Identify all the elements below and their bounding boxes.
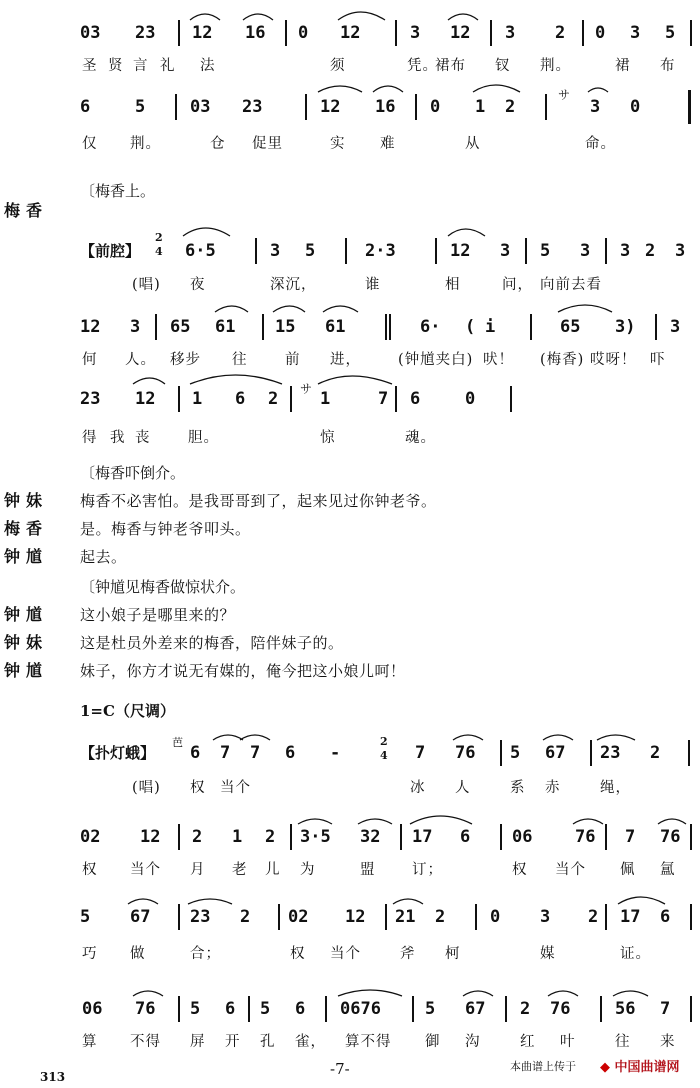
note: 6 — [80, 97, 91, 117]
lyric-syllable: 权 — [512, 862, 528, 878]
note: 12 — [192, 23, 213, 43]
note: 3 — [620, 241, 631, 261]
note: 17 — [620, 907, 641, 927]
logo-icon: ◆ — [600, 1060, 610, 1075]
note: 6 — [460, 827, 471, 847]
lyric-syllable: 哎呀！ — [590, 352, 637, 368]
lyric-syllable: 算 — [82, 1034, 98, 1050]
note: 3 — [500, 241, 511, 261]
lyric-syllable: 媒 — [540, 946, 556, 962]
note: 16 — [375, 97, 396, 117]
lyric-syllable: 证。 — [620, 946, 651, 962]
note: 0 — [595, 23, 606, 43]
lyric-syllable: 权 — [82, 862, 98, 878]
note: 15 — [275, 317, 296, 337]
lyric-syllable: 当个 — [220, 780, 251, 796]
note: 32 — [360, 827, 381, 847]
lyric-syllable: 当个 — [130, 862, 161, 878]
note: 0 — [490, 907, 501, 927]
note: 6·5 — [185, 241, 216, 261]
note: 5 — [135, 97, 146, 117]
note: 0 — [630, 97, 641, 117]
note: 0 — [430, 97, 441, 117]
lyric-syllable: 布 — [660, 58, 676, 74]
note: 76 — [660, 827, 681, 847]
lyric-syllable: 柯 — [445, 946, 461, 962]
note: 6 — [190, 743, 201, 763]
lyric-syllable: 吠！ — [483, 352, 514, 368]
note: 3 — [130, 317, 141, 337]
lyric-syllable: 何 — [82, 352, 98, 368]
time-signature-2-top: 2 — [380, 735, 388, 748]
note: 1 — [192, 389, 203, 409]
note: 12 — [450, 23, 471, 43]
note: 17 — [412, 827, 433, 847]
note: 3 — [580, 241, 591, 261]
lyric-syllable: 屏 — [190, 1034, 206, 1050]
corner-number: 313 — [40, 1070, 66, 1084]
free-meter-mark-1: サ — [558, 88, 571, 102]
lyric-syllable: 佩 — [620, 862, 636, 878]
note: 12 — [140, 827, 161, 847]
lyric-syllable: 做 — [130, 946, 146, 962]
dialog-text: 起去。 — [80, 548, 127, 566]
lyric-syllable: 从 — [465, 136, 481, 152]
lyric-syllable: 系 — [510, 780, 526, 796]
lyric-syllable: 深沉， — [270, 277, 317, 293]
lyric-syllable: 巧 — [82, 946, 98, 962]
note: 5 — [510, 743, 521, 763]
speaker-name: 钟馗 — [4, 547, 49, 566]
note: 6 — [235, 389, 246, 409]
speaker-name: 钟馗 — [4, 605, 49, 624]
lyric-syllable: 算不得 — [345, 1034, 392, 1050]
note: 7 — [250, 743, 261, 763]
lyric-syllable: 往 — [232, 352, 248, 368]
lyric-syllable: 为 — [300, 862, 316, 878]
note: 12 — [340, 23, 361, 43]
lyric-syllable: 订； — [412, 862, 443, 878]
note: 3 — [630, 23, 641, 43]
lyric-syllable: 沟 — [465, 1034, 481, 1050]
lyric-syllable: 红 — [520, 1034, 536, 1050]
note: 03 — [80, 23, 101, 43]
note: 65 — [170, 317, 191, 337]
note: 2 — [435, 907, 446, 927]
lyric-syllable: 赤 — [545, 780, 561, 796]
note: 7 — [220, 743, 231, 763]
lyric-syllable: 不得 — [130, 1034, 161, 1050]
lyric-syllable: 得 — [82, 430, 98, 446]
lyric-syllable: 钗 — [495, 58, 511, 74]
lyric-syllable: 移步 — [170, 352, 201, 368]
page-number: -7- — [330, 1060, 350, 1078]
lyric-syllable: 斧 — [400, 946, 416, 962]
lyric-syllable: 当个 — [330, 946, 361, 962]
lyric-syllable: 荆。 — [130, 136, 161, 152]
lyric-syllable: 须 — [330, 58, 346, 74]
note: 67 — [465, 999, 486, 1019]
note: 5 — [665, 23, 676, 43]
note: 2 — [650, 743, 661, 763]
note: 2 — [192, 827, 203, 847]
note: 5 — [540, 241, 551, 261]
note: 3 — [410, 23, 421, 43]
note: ( — [465, 317, 476, 337]
lyric-syllable: 氲 — [660, 862, 676, 878]
lyric-syllable: 盟 — [360, 862, 376, 878]
speaker-meixiang: 梅香 — [4, 201, 49, 220]
note: 7 — [660, 999, 671, 1019]
note: 65 — [560, 317, 581, 337]
lyric-syllable: 谁 — [365, 277, 381, 293]
note: 5 — [305, 241, 316, 261]
lyric-syllable: 法 — [200, 58, 216, 74]
lyric-syllable: (钟馗夹白) — [398, 352, 474, 368]
lyric-syllable: 绳， — [600, 780, 631, 796]
dialog-text: 是。梅香与钟老爷叩头。 — [80, 520, 251, 538]
upload-note: 本曲谱上传于 — [510, 1060, 576, 1073]
note: 12 — [450, 241, 471, 261]
free-meter-mark-2: サ — [300, 382, 313, 396]
lyric-syllable: (唱) — [132, 277, 161, 293]
lyric-syllable: 贤 — [108, 58, 124, 74]
note: 2·3 — [365, 241, 396, 261]
lyric-syllable: 孔 — [260, 1034, 276, 1050]
note: 76 — [550, 999, 571, 1019]
note: 1 — [232, 827, 243, 847]
note: 03 — [190, 97, 211, 117]
note: 2 — [240, 907, 251, 927]
lyric-syllable: 仅 — [82, 136, 98, 152]
lyric-syllable: 难 — [380, 136, 396, 152]
note: 1 — [320, 389, 331, 409]
note: 2 — [555, 23, 566, 43]
note: 2 — [268, 389, 279, 409]
speaker-name: 梅香 — [4, 519, 49, 538]
note: 5 — [425, 999, 436, 1019]
note: 1 — [475, 97, 486, 117]
lyric-syllable: 合； — [190, 946, 221, 962]
lyric-syllable: 礼 — [160, 58, 176, 74]
note: 7 — [378, 389, 389, 409]
note: 23 — [242, 97, 263, 117]
speaker-name: 钟妹 — [4, 633, 49, 652]
note: 3 — [590, 97, 601, 117]
lyric-syllable: 老 — [232, 862, 248, 878]
dialog-text: 这是杜员外差来的梅香，陪伴妹子的。 — [80, 634, 344, 652]
ornament-mark: 芭 — [172, 736, 183, 749]
lyric-syllable: (唱) — [132, 780, 161, 796]
note: 3 — [670, 317, 681, 337]
note: 6 — [410, 389, 421, 409]
note: 23 — [135, 23, 156, 43]
lyric-syllable: 裙 — [615, 58, 631, 74]
lyric-syllable: 向前去看 — [540, 277, 602, 293]
lyric-syllable: 裙布 — [435, 58, 466, 74]
stage-direction-2: 〔梅香吓倒介。 — [80, 464, 186, 482]
note: 12 — [345, 907, 366, 927]
note: 0 — [298, 23, 309, 43]
lyric-syllable: 言 — [133, 58, 149, 74]
lyric-syllable: 夜 — [190, 277, 206, 293]
lyric-syllable: 仓 — [210, 136, 226, 152]
note: 7 — [625, 827, 636, 847]
lyric-syllable: 前 — [285, 352, 301, 368]
note: 2 — [588, 907, 599, 927]
dialog-text: 梅香不必害怕。是我哥哥到了，起来见过你钟老爷。 — [80, 492, 437, 510]
lyric-syllable: 权 — [190, 780, 206, 796]
note: 67 — [545, 743, 566, 763]
note: 76 — [455, 743, 476, 763]
note: 2 — [520, 999, 531, 1019]
note: 6 — [285, 743, 296, 763]
lyric-syllable: 惊 — [320, 430, 336, 446]
lyric-syllable: 当个 — [555, 862, 586, 878]
lyric-syllable: 胆。 — [188, 430, 219, 446]
speaker-name: 钟妹 — [4, 491, 49, 510]
time-signature-top: 2 — [155, 231, 163, 244]
lyric-syllable: 吓 — [650, 352, 666, 368]
lyric-syllable: 我 — [110, 430, 126, 446]
site-logo — [600, 1056, 680, 1075]
note: 06 — [82, 999, 103, 1019]
note: 7 — [415, 743, 426, 763]
note: 2 — [265, 827, 276, 847]
note: 02 — [288, 907, 309, 927]
note: 6 — [660, 907, 671, 927]
lyric-syllable: 御 — [425, 1034, 441, 1050]
note: 16 — [245, 23, 266, 43]
note: 3) — [615, 317, 636, 337]
note: 02 — [80, 827, 101, 847]
note: 3 — [540, 907, 551, 927]
lyric-syllable: 相 — [445, 277, 461, 293]
lyric-syllable: (梅香) — [540, 352, 585, 368]
note: 2 — [505, 97, 516, 117]
lyric-syllable: 凭。 — [407, 58, 438, 74]
note: 61 — [215, 317, 236, 337]
note: 23 — [80, 389, 101, 409]
stage-direction-1: 〔梅香上。 — [80, 182, 156, 200]
tune-label-qianqiang: 【前腔】 — [80, 242, 141, 260]
lyric-syllable: 实 — [330, 136, 346, 152]
lyric-syllable: 月 — [190, 862, 206, 878]
lyric-syllable: 荆。 — [540, 58, 571, 74]
speaker-name: 钟馗 — [4, 661, 49, 680]
note: 2 — [645, 241, 656, 261]
note: 0676 — [340, 999, 381, 1019]
stage-direction-3: 〔钟馗见梅香做惊状介。 — [80, 578, 246, 596]
dialog-text: 妹子，你方才说无有媒的，俺今把这小娘儿呵！ — [80, 662, 406, 680]
note: 23 — [600, 743, 621, 763]
lyric-syllable: 往 — [615, 1034, 631, 1050]
note: 6 — [295, 999, 306, 1019]
lyric-syllable: 儿 — [265, 862, 281, 878]
note: 3 — [270, 241, 281, 261]
lyric-syllable: 人。 — [125, 352, 156, 368]
lyric-syllable: 人 — [455, 780, 471, 796]
lyric-syllable: 丧 — [135, 430, 151, 446]
key-signature: 1=C（尺调） — [80, 702, 175, 720]
note: 3·5 — [300, 827, 331, 847]
note: - — [330, 743, 341, 763]
note: 5 — [260, 999, 271, 1019]
note: 21 — [395, 907, 416, 927]
note: 0 — [465, 389, 476, 409]
note: 67 — [130, 907, 151, 927]
time-signature-bottom: 4 — [155, 245, 163, 258]
note: 5 — [80, 907, 91, 927]
note: 23 — [190, 907, 211, 927]
note: 6 — [225, 999, 236, 1019]
lyric-syllable: 魂。 — [405, 430, 436, 446]
lyric-syllable: 权 — [290, 946, 306, 962]
note: 12 — [80, 317, 101, 337]
note: 76 — [135, 999, 156, 1019]
note: 76 — [575, 827, 596, 847]
lyric-syllable: 来 — [660, 1034, 676, 1050]
time-signature-2-bottom: 4 — [380, 749, 388, 762]
note: 12 — [135, 389, 156, 409]
note: 12 — [320, 97, 341, 117]
note: 56 — [615, 999, 636, 1019]
site-name: 中国曲谱网 — [614, 1060, 680, 1075]
note: 3 — [505, 23, 516, 43]
note: 06 — [512, 827, 533, 847]
lyric-syllable: 命。 — [585, 136, 616, 152]
note: 3 — [675, 241, 686, 261]
note: 61 — [325, 317, 346, 337]
lyric-syllable: 进， — [330, 352, 361, 368]
note: 5 — [190, 999, 201, 1019]
lyric-syllable: 问， — [502, 277, 533, 293]
lyric-syllable: 促里 — [252, 136, 283, 152]
lyric-syllable: 开 — [225, 1034, 241, 1050]
lyric-syllable: 叶 — [560, 1034, 576, 1050]
lyric-syllable: 雀， — [295, 1034, 326, 1050]
lyric-syllable: 圣 — [82, 58, 98, 74]
dialog-text: 这小娘子是哪里来的？ — [80, 606, 236, 624]
note: i — [485, 317, 496, 337]
lyric-syllable: 冰 — [410, 780, 426, 796]
tune-label-pudenge: 【扑灯蛾】 — [80, 744, 156, 762]
note: 6· — [420, 317, 441, 337]
